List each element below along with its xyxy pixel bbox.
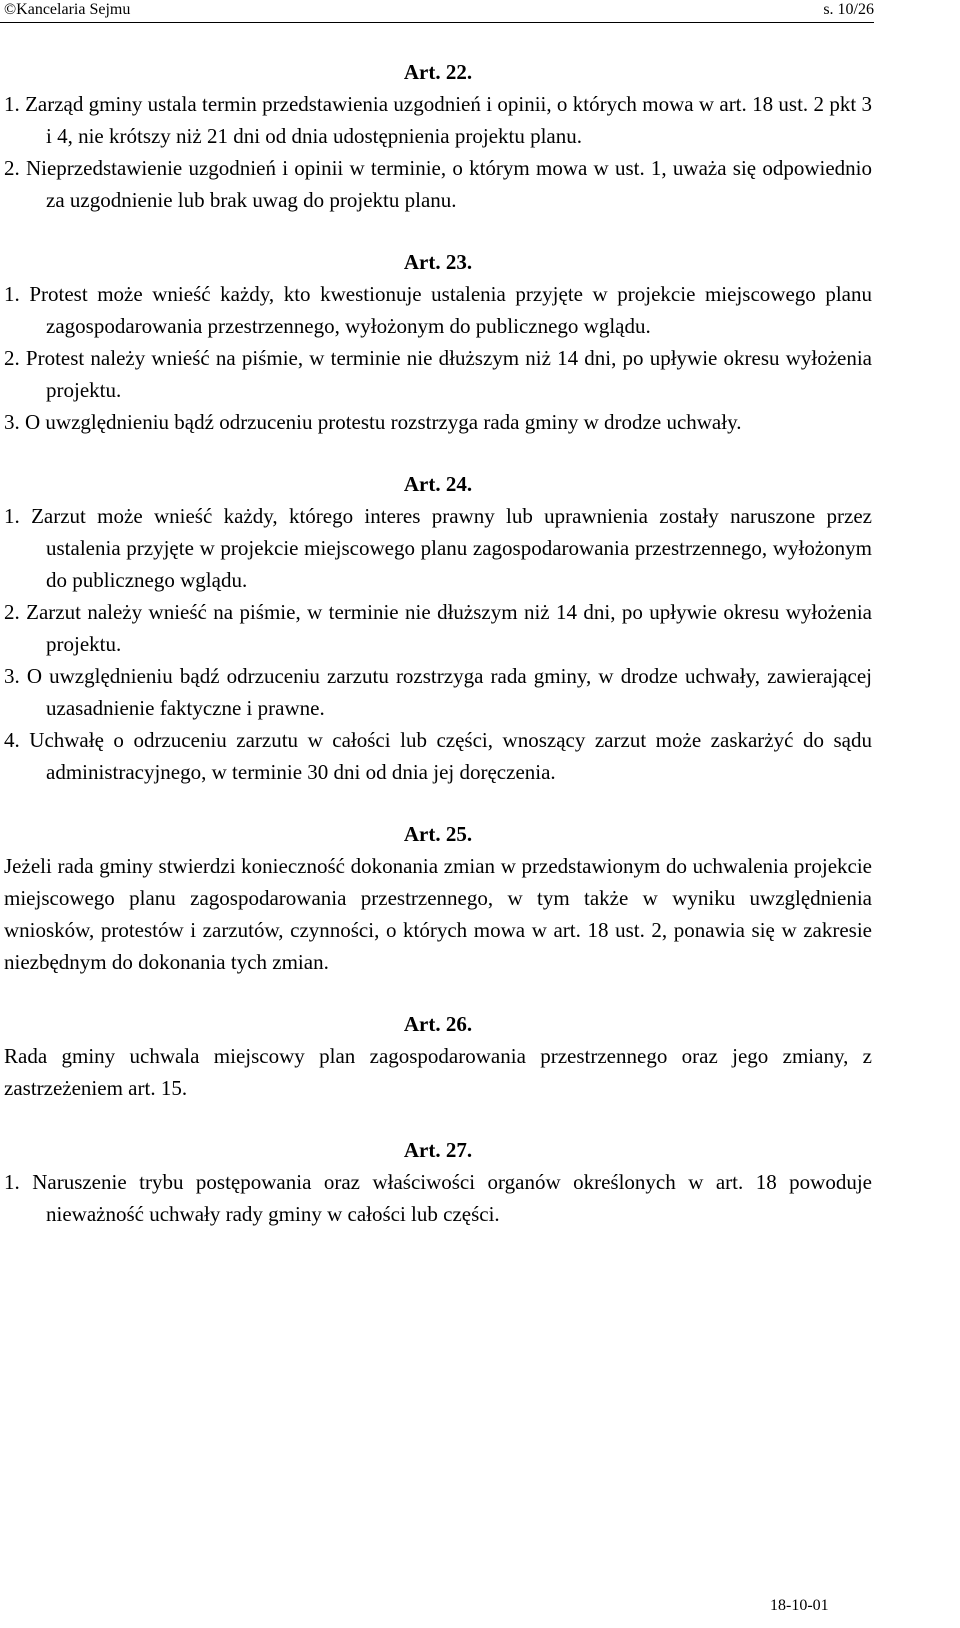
article-title: Art. 24. — [403, 472, 473, 496]
article-22 — [4, 56, 872, 216]
copyright-text: ©Kancelaria Sejmu — [4, 1, 131, 18]
article-title: Art. 22. — [403, 60, 473, 84]
article-23 — [4, 246, 872, 438]
article-item: 1. Zarząd gminy ustala termin przedstawienia uzgodnień i opinii, o których mowa w art. 18 ust. 2 pkt 3 i 4, nie krótszy niż 21 dni od dnia udostępnienia projektu planu. — [4, 92, 872, 148]
article-item: 2. Zarzut należy wnieść na piśmie, w terminie nie dłuższym niż 14 dni, po upływie okresu wyłożenia projektu. — [4, 600, 872, 656]
article-25 — [4, 818, 872, 978]
article-item: 1. Naruszenie trybu postępowania oraz właściwości organów określonych w art. 18 powoduje nieważność uchwały rady gminy w całości lub części. — [4, 1170, 872, 1226]
article-item: 3. O uwzględnieniu bądź odrzuceniu zarzutu rozstrzyga rada gminy, w drodze uchwały, zawierającej uzasadnienie faktyczne i prawne. — [4, 664, 872, 720]
article-item: 3. O uwzględnieniu bądź odrzuceniu protestu rozstrzyga rada gminy w drodze uchwały. — [4, 410, 742, 434]
article-27 — [4, 1134, 872, 1230]
article-item: 2. Nieprzedstawienie uzgodnień i opinii w terminie, o którym mowa w ust. 1, uważa się odpowiednio za uzgodnienie lub brak uwag do projektu planu. — [4, 156, 872, 212]
page-number: s. 10/26 — [823, 1, 874, 18]
article-item: 1. Zarzut może wnieść każdy, którego interes prawny lub uprawnienia zostały naruszone przez ustalenia przyjęte w projekcie miejscowego planu zagospodarowania przestrzennego, wyłożonym do publicznego wglądu. — [4, 504, 872, 592]
article-24 — [4, 468, 872, 788]
article-paragraph: Jeżeli rada gminy stwierdzi konieczność dokonania zmian w przedstawionym do uchwalenia projekcie miejscowego planu zagospodarowania przestrzennego, w tym także w wyniku uwzględnienia wniosków, protestów i zarzutów, czynności, o których mowa w art. 18 ust. 2, ponawia się w zakresie niezbędnym do dokonania tych zmian. — [4, 854, 872, 974]
article-title: Art. 27. — [403, 1138, 473, 1162]
article-title: Art. 23. — [403, 250, 473, 274]
footer-date: 18-10-01 — [770, 1597, 829, 1614]
article-item: 4. Uchwałę o odrzuceniu zarzutu w całości lub części, wnoszący zarzut może zaskarżyć do sądu administracyjnego, w terminie 30 dni od dnia jej doręczenia. — [4, 728, 872, 784]
article-paragraph: Rada gminy uchwala miejscowy plan zagospodarowania przestrzennego oraz jego zmiany, z zastrzeżeniem art. 15. — [4, 1044, 872, 1100]
document-body — [4, 56, 872, 1230]
article-26 — [4, 1008, 872, 1104]
article-title: Art. 25. — [403, 822, 473, 846]
article-item: 1. Protest może wnieść każdy, kto kwestionuje ustalenia przyjęte w projekcie miejscowego planu zagospodarowania przestrzennego, wyłożonym do publicznego wglądu. — [4, 282, 872, 338]
header-divider — [0, 22, 874, 23]
article-item: 2. Protest należy wnieść na piśmie, w terminie nie dłuższym niż 14 dni, po upływie okresu wyłożenia projektu. — [4, 346, 872, 402]
article-title: Art. 26. — [403, 1012, 473, 1036]
